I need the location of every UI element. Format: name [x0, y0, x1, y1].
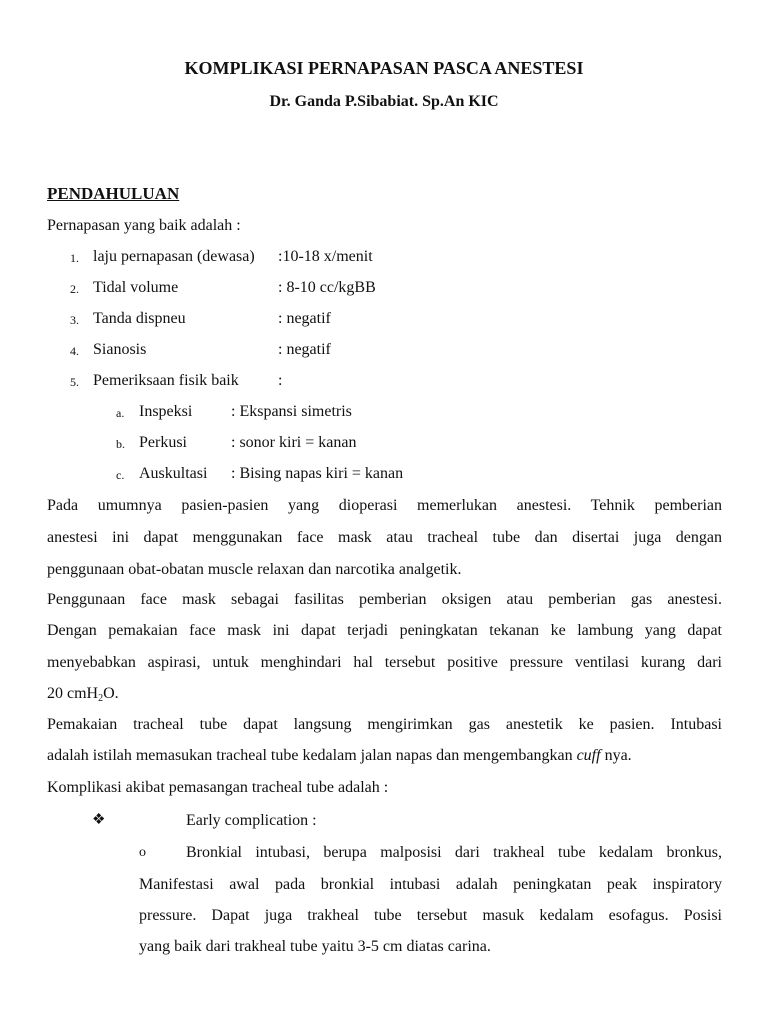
- paragraph-line: menyebabkan aspirasi, untuk menghindari hal tersebut positive pressure ventilasi kurang dari: [47, 654, 722, 671]
- bullet-text: Manifestasi awal pada bronkial intubasi adalah peningkatan peak inspiratory: [139, 876, 722, 893]
- list-label: Sianosis: [93, 341, 147, 358]
- diamond-bullet-icon: ❖: [92, 812, 106, 828]
- paragraph-line: Komplikasi akibat pemasangan tracheal tube adalah :: [47, 779, 389, 796]
- paragraph-line: adalah istilah memasukan tracheal tube kedalam jalan napas dan mengembangkan cuff nya.: [47, 747, 632, 764]
- sub-list-letter: a.: [116, 406, 125, 420]
- list-value: : negatif: [278, 310, 331, 327]
- sub-list-value: : Ekspansi simetris: [231, 403, 352, 420]
- bullet-text: Bronkial intubasi, berupa malposisi dari trakheal tube kedalam bronkus,: [186, 844, 722, 861]
- document-author: Dr. Ganda P.Sibabiat. Sp.An KIC: [269, 93, 499, 110]
- bullet-text: yang baik dari trakheal tube yaitu 3-5 cm diatas carina.: [139, 938, 491, 955]
- paragraph-line: Dengan pemakaian face mask ini dapat terjadi peningkatan tekanan ke lambung yang dapat: [47, 622, 722, 639]
- list-value: : negatif: [278, 341, 331, 358]
- list-number: 5.: [70, 375, 79, 389]
- sub-list-value: : sonor kiri = kanan: [231, 434, 357, 451]
- list-label: Pemeriksaan fisik baik: [93, 372, 239, 389]
- paragraph-line: Pemakaian tracheal tube dapat langsung mengirimkan gas anestetik ke pasien. Intubasi: [47, 716, 722, 733]
- paragraph-line: penggunaan obat-obatan muscle relaxan dan narcotika analgetik.: [47, 561, 462, 578]
- sub-list-label: Perkusi: [139, 434, 187, 451]
- bullet-text: Early complication :: [186, 812, 317, 829]
- paragraph-line: anestesi ini dapat menggunakan face mask atau tracheal tube dan disertai juga dengan: [47, 529, 722, 546]
- list-number: 4.: [70, 344, 79, 358]
- sub-list-letter: b.: [116, 437, 125, 451]
- list-value: :: [278, 372, 283, 389]
- list-number: 1.: [70, 251, 79, 265]
- document-title: KOMPLIKASI PERNAPASAN PASCA ANESTESI: [184, 58, 584, 78]
- sub-list-letter: c.: [116, 468, 125, 482]
- section-heading: PENDAHULUAN: [47, 184, 180, 203]
- circle-bullet-icon: o: [139, 845, 146, 860]
- intro-line: Pernapasan yang baik adalah :: [47, 217, 241, 234]
- bullet-text: pressure. Dapat juga trakheal tube tersebut masuk kedalam esofagus. Posisi: [139, 907, 722, 924]
- list-label: Tidal volume: [93, 279, 179, 296]
- paragraph-line: Penggunaan face mask sebagai fasilitas pemberian oksigen atau pemberian gas anestesi.: [47, 591, 722, 608]
- list-value: :10-18 x/menit: [278, 248, 373, 265]
- list-label: laju pernapasan (dewasa): [93, 248, 255, 265]
- sub-list-label: Auskultasi: [139, 465, 208, 482]
- list-number: 3.: [70, 313, 79, 327]
- list-number: 2.: [70, 282, 79, 296]
- list-value: : 8-10 cc/kgBB: [278, 279, 376, 296]
- paragraph-line: 20 cmH$_2$O.: [47, 685, 119, 704]
- sub-list-label: Inspeksi: [139, 403, 193, 420]
- sub-list-value: : Bising napas kiri = kanan: [231, 465, 404, 482]
- list-label: Tanda dispneu: [93, 310, 186, 327]
- paragraph-line: Pada umumnya pasien-pasien yang dioperasi memerlukan anestesi. Tehnik pemberian: [47, 497, 722, 514]
